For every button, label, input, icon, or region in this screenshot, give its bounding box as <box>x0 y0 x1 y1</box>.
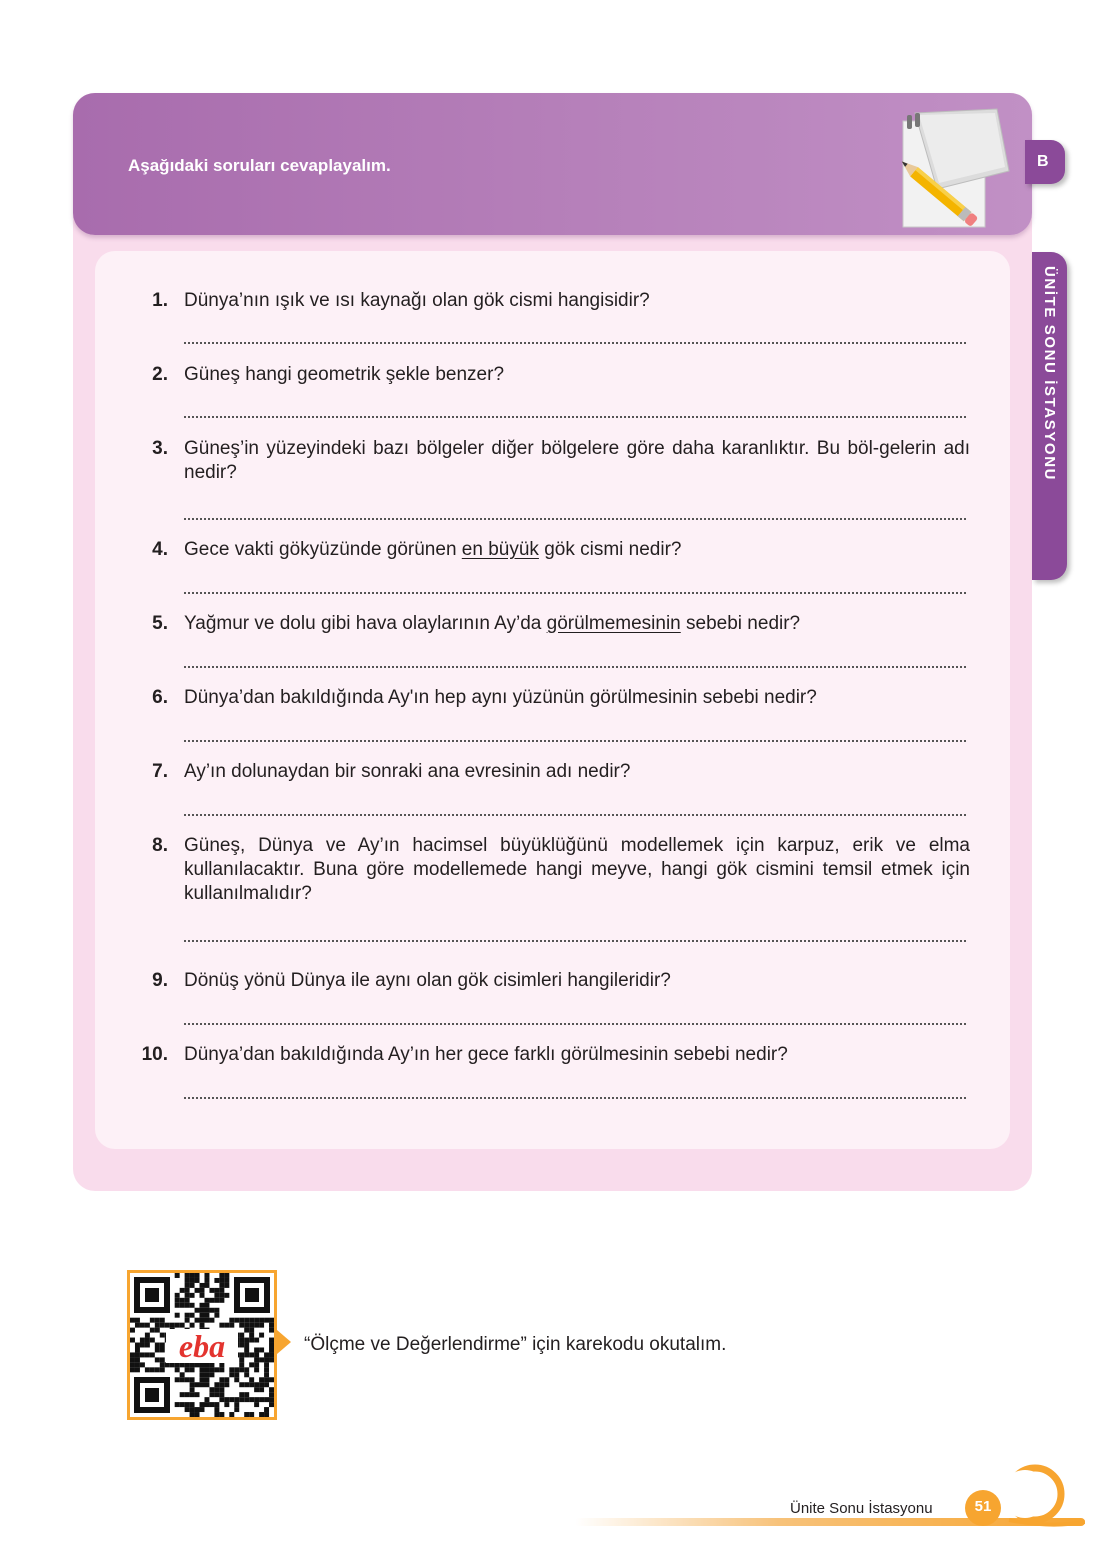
question-number: 1. <box>152 290 168 311</box>
question-number: 9. <box>152 970 168 991</box>
qr-caption: “Ölçme ve Değerlendirme” için karekodu okutalım. <box>304 1334 727 1355</box>
answer-line-3[interactable] <box>184 518 966 520</box>
underlined-phrase: en büyük <box>461 539 539 560</box>
question-number: 4. <box>152 539 168 560</box>
question-text: Dönüş yönü Dünya ile aynı olan gök cisimleri hangileridir? <box>184 970 671 991</box>
question-number: 2. <box>152 364 168 385</box>
instructions-title: Aşağıdaki soruları cevaplayalım. <box>128 156 391 175</box>
unit-tab-label: ÜNİTE SONU İSTASYONU <box>1041 266 1058 482</box>
question-number: 5. <box>152 613 168 634</box>
question-text: Yağmur ve dolu gibi hava olaylarının Ay’da görülmemesinin sebebi nedir? <box>184 613 801 634</box>
answer-line-10[interactable] <box>184 1097 966 1099</box>
answer-line-9[interactable] <box>184 1023 966 1025</box>
underlined-phrase: görülmemesinin <box>546 613 681 634</box>
question-number: 10. <box>141 1044 168 1065</box>
question-text: Dünya’dan bakıldığında Ay’ın her gece farklı görülmesinin sebebi nedir? <box>184 1044 788 1065</box>
question-number: 7. <box>152 761 168 782</box>
question-number: 8. <box>152 835 168 856</box>
eba-logo: eba <box>178 1328 226 1364</box>
page-number: 51 <box>974 1498 992 1515</box>
question-text: Güneş hangi geometrik şekle benzer? <box>184 364 505 385</box>
notepad-pencil-icon <box>897 101 1017 231</box>
question-text: Dünya’dan bakıldığında Ay'ın hep aynı yüzünün görülmesinin sebebi nedir? <box>184 687 817 708</box>
answer-line-7[interactable] <box>184 814 966 816</box>
answer-line-2[interactable] <box>184 416 966 418</box>
question-text: Güneş, Dünya ve Ay’ın hacimsel büyüklüğünü modellemek için karpuz, erik ve elma kullanılacaktır. Buna göre modellemede hangi meyve, hangi gök cismini temsil etmek için kullanılmalıdır? <box>184 835 970 904</box>
answer-line-6[interactable] <box>184 740 966 742</box>
section-tab <box>1025 140 1065 184</box>
answer-line-5[interactable] <box>184 666 966 668</box>
qr-code-icon <box>130 1273 274 1417</box>
section-letter: B <box>1037 153 1049 170</box>
question-number: 3. <box>152 438 168 459</box>
unit-tab <box>1032 252 1067 580</box>
card-header <box>73 93 1032 235</box>
answer-line-8[interactable] <box>184 940 966 942</box>
question-text: Güneş’in yüzeyindeki bazı bölgeler diğer bölgelere göre daha karanlıktır. Bu böl-gelerin adı nedir? <box>184 438 970 483</box>
question-text: Ay’ın dolunaydan bir sonraki ana evresinin adı nedir? <box>184 761 631 782</box>
qr-code[interactable] <box>127 1270 277 1420</box>
question-text: Gece vakti gökyüzünde görünen en büyük gök cismi nedir? <box>184 539 682 560</box>
moon-icon <box>995 1462 1085 1532</box>
question-card <box>73 93 1032 1191</box>
answer-line-4[interactable] <box>184 592 966 594</box>
question-text: Dünya’nın ışık ve ısı kaynağı olan gök cismi hangisidir? <box>184 290 650 311</box>
qr-pointer-icon <box>277 1330 291 1354</box>
footer-label: Ünite Sonu İstasyonu <box>790 1500 933 1517</box>
page-number-badge <box>965 1490 1001 1526</box>
answer-line-1[interactable] <box>184 342 966 344</box>
question-number: 6. <box>152 687 168 708</box>
